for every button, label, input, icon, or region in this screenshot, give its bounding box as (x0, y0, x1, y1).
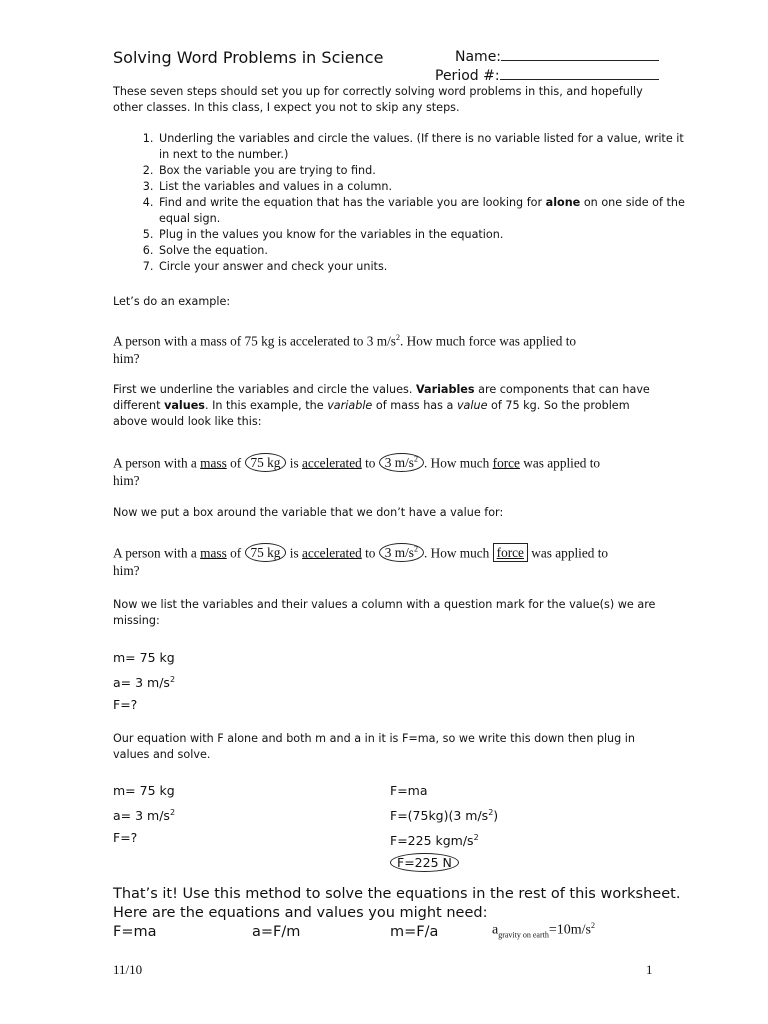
problem-boxed: A person with a mass of 75 kg is accelerated to 3 $m/s^2$ . How much force was applied to him? (113, 545, 609, 579)
period-label: Period #: (435, 68, 500, 84)
step-item: 6. Solve the equation. (157, 243, 697, 259)
step-item: 1. Underling the variables and circle the values. (If there is no variable listed for a value, write it in next to the number.) (157, 131, 697, 163)
page-title: Solving Word Problems in Science (113, 48, 384, 67)
step-item: 3. List the variables and values in a column. (157, 179, 697, 195)
underlined-variable: mass (200, 455, 227, 471)
name-label: Name: (455, 49, 502, 65)
solution-steps (390, 780, 498, 874)
var-m: m= 75 kg (113, 650, 175, 665)
box-intro: Now we put a box around the variable that we don’t have a value for: (113, 506, 504, 519)
boxed-variable: force (493, 543, 528, 562)
var-f: F=? (113, 697, 138, 713)
list-intro: Now we list the variables and their values a column with a question mark for the value(s) we are missing: (113, 598, 656, 627)
final-answer: F=225 N (390, 852, 498, 874)
equation-m: m=F/a (390, 924, 439, 940)
gravity-constant: $a_{gravity on earth}=10m/s^2$ (492, 921, 595, 940)
steps-list (113, 131, 697, 275)
name-blank (501, 48, 659, 61)
step-item: 4. Find and write the equation that has the variable you are looking for alone on one side of the equal sign. (157, 195, 697, 227)
period-blank (500, 67, 659, 80)
period-field-row (435, 67, 659, 84)
underlined-variable: accelerated (301, 455, 362, 471)
circled-value: 3 $m/s^2$ (379, 453, 424, 472)
solution-step: F=(75kg)(3 $m/s^2$) (390, 808, 499, 824)
example-intro: Let’s do an example: (113, 295, 231, 308)
closing-line-2: Here are the equations and values you might need: (113, 905, 488, 921)
step-item: 7. Circle your answer and check your units. (157, 259, 697, 275)
page-number: 1 (646, 962, 653, 977)
step-item: 2. Box the variable you are trying to find. (157, 163, 697, 179)
solution-step: F=225 kgm/$s^2$ (390, 833, 479, 849)
footer-date: 11/10 (113, 962, 143, 977)
equation-a: a=F/m (252, 924, 301, 940)
closing-line-1: That’s it! Use this method to solve the equations in the rest of this worksheet. (113, 886, 681, 902)
explanation-paragraph: First we underline the variables and circle the values. Variables are components that can have different values. In this example, the variable of mass has a value of 75 kg. So the problem above would look like this: (113, 383, 650, 428)
variables-list (113, 647, 175, 716)
equation-intro: Our equation with F alone and both m and a in it is F=ma, so we write this down then plug in values and solve. (113, 732, 635, 761)
problem-annotated: A person with a mass of 75 kg is accelerated to 3 $m/s^2$ . How much force was applied to him? (113, 455, 601, 489)
equation-f: F=ma (113, 924, 157, 940)
underlined-variable: force (492, 455, 520, 471)
name-field-row (455, 48, 659, 65)
solution-step: F=ma (390, 783, 428, 798)
problem-statement: A person with a mass of 75 kg is accelerated to 3 $m/s^2$. How much force was applied to him? (113, 333, 577, 367)
step-item: 5. Plug in the values you know for the variables in the equation. (157, 227, 697, 243)
solution-variables: m= 75 kg a= 3 $m/s^2$ F=? (113, 783, 176, 846)
intro-paragraph: These seven steps should set you up for correctly solving word problems in this, and hopefully other classes. In this class, I expect you not to skip any steps. (113, 85, 643, 114)
circled-value: 75 kg (245, 453, 287, 472)
var-a: a= 3 $m/s^2$ (113, 675, 176, 691)
